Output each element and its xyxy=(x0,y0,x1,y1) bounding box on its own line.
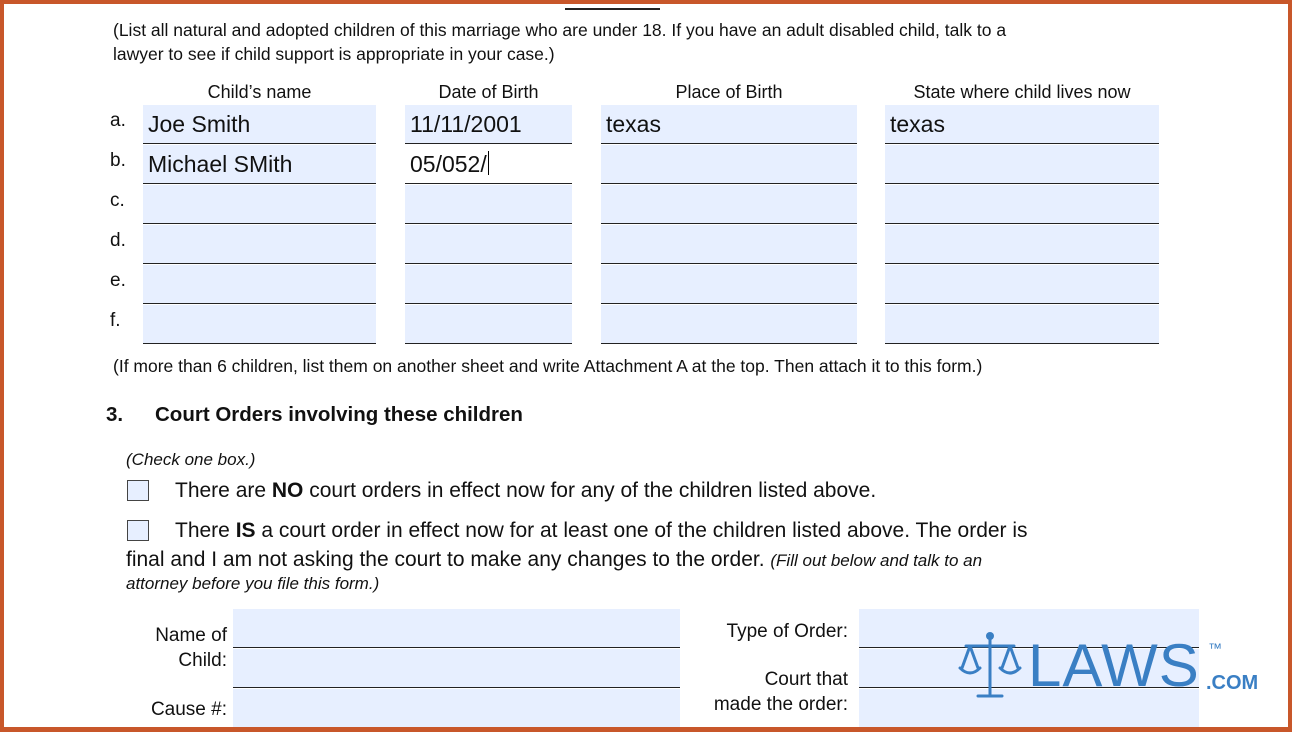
child-name-field-e[interactable] xyxy=(143,265,376,304)
type-of-order-label: Type of Order: xyxy=(726,621,848,642)
row-label-f: f. xyxy=(110,310,121,331)
place-of-birth-field-b[interactable] xyxy=(601,145,857,184)
option2-bold: IS xyxy=(235,519,256,542)
option1-post: court orders in effect now for any of the children listed above. xyxy=(303,479,877,502)
section-title: Court Orders involving these children xyxy=(155,403,523,426)
dob-field-e[interactable] xyxy=(405,265,572,304)
option1-pre: There are xyxy=(175,479,272,502)
option2-post: a court order in effect now for at least one of the children listed above. The order is xyxy=(255,519,1028,542)
dob-field-d[interactable] xyxy=(405,225,572,264)
cause-number-label: Cause #: xyxy=(150,699,227,720)
place-of-birth-field-f[interactable] xyxy=(601,305,857,344)
state-field-e[interactable] xyxy=(885,265,1159,304)
field-underline-fragment xyxy=(565,0,660,10)
intro-line-1: (List all natural and adopted children of this marriage who are under 18. If you have an adult disabled child, talk to a xyxy=(113,20,1007,40)
state-field-d[interactable] xyxy=(885,225,1159,264)
option-court-order-line-1 xyxy=(175,519,1028,543)
court-label xyxy=(680,667,848,717)
row-label-c: c. xyxy=(110,190,125,211)
header-place-of-birth: Place of Birth xyxy=(675,82,783,102)
row-label-a: a. xyxy=(110,110,126,131)
child-name-field-b[interactable]: Michael SMith xyxy=(143,145,376,184)
option2-line2: final and I am not asking the court to make any changes to the order. xyxy=(126,548,771,571)
court-field-1[interactable] xyxy=(859,649,1199,688)
check-instruction: (Check one box.) xyxy=(126,450,256,469)
row-label-b: b. xyxy=(110,150,126,171)
state-field-c[interactable] xyxy=(885,185,1159,224)
text-cursor xyxy=(488,151,489,175)
place-of-birth-field-e[interactable] xyxy=(601,265,857,304)
watermark-tm: ™ xyxy=(1208,640,1222,656)
state-field-f[interactable] xyxy=(885,305,1159,344)
name-of-child-field-1[interactable] xyxy=(233,609,680,648)
option2-line2-italic: (Fill out below and talk to an xyxy=(770,551,983,570)
dob-field-c[interactable] xyxy=(405,185,572,224)
children-footnote: (If more than 6 children, list them on another sheet and write Attachment A at the top. Then attach it to this form.) xyxy=(113,356,983,376)
child-name-field-c[interactable] xyxy=(143,185,376,224)
type-of-order-field[interactable] xyxy=(859,609,1199,648)
dob-field-b[interactable] xyxy=(405,145,572,184)
row-label-d: d. xyxy=(110,230,126,251)
option-court-order-line-2 xyxy=(126,548,982,572)
state-field-a[interactable]: texas xyxy=(885,105,1159,144)
name-of-child-label-1: Name of xyxy=(155,625,227,646)
cause-number-field[interactable] xyxy=(233,689,680,728)
name-of-child-field-2[interactable] xyxy=(233,649,680,688)
watermark-suffix: .COM xyxy=(1206,672,1259,694)
dob-field-a[interactable]: 11/11/2001 xyxy=(405,105,572,144)
state-field-b[interactable] xyxy=(885,145,1159,184)
child-name-field-d[interactable] xyxy=(143,225,376,264)
intro-line-2: lawyer to see if child support is appropriate in your case.) xyxy=(113,44,555,64)
court-label-1: Court that xyxy=(764,669,848,690)
watermark-brand: LAWS xyxy=(1028,632,1200,699)
court-label-2: made the order: xyxy=(713,694,848,715)
header-date-of-birth: Date of Birth xyxy=(438,82,539,102)
header-state-lives-now: State where child lives now xyxy=(913,82,1131,102)
no-court-orders-checkbox[interactable] xyxy=(127,480,149,501)
child-name-field-f[interactable] xyxy=(143,305,376,344)
name-of-child-label-2: Child: xyxy=(178,650,227,671)
name-of-child-label xyxy=(120,623,227,673)
child-name-field-a[interactable]: Joe Smith xyxy=(143,105,376,144)
place-of-birth-field-a[interactable]: texas xyxy=(601,105,857,144)
option2-pre: There xyxy=(175,519,236,542)
place-of-birth-field-c[interactable] xyxy=(601,185,857,224)
section-number: 3. xyxy=(106,403,124,426)
court-order-exists-checkbox[interactable] xyxy=(127,520,149,541)
option-no-court-orders-text xyxy=(175,479,876,503)
row-label-e: e. xyxy=(110,270,126,291)
court-field-2[interactable] xyxy=(859,689,1199,728)
option1-bold: NO xyxy=(271,479,304,502)
dob-field-f[interactable] xyxy=(405,305,572,344)
place-of-birth-field-d[interactable] xyxy=(601,225,857,264)
option-court-order-line-3: attorney before you file this form.) xyxy=(126,574,380,593)
header-child-name: Child’s name xyxy=(207,82,312,102)
dob-field-b-value: 05/052/ xyxy=(410,151,487,177)
